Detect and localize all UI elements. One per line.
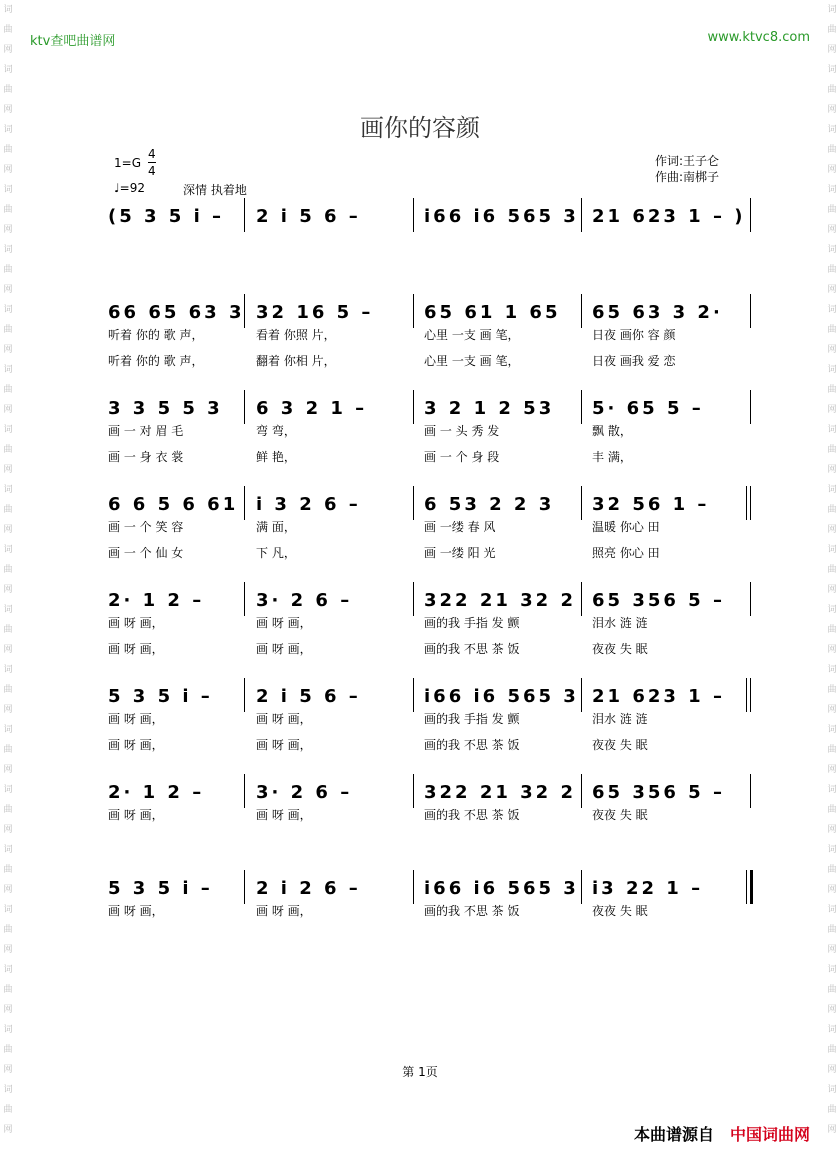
lyric-segment: 飘 散， <box>592 424 632 438</box>
source-credit <box>634 1122 810 1145</box>
measure: 5 3 5 i – <box>108 686 213 707</box>
measure: 65 356 5 – <box>592 782 725 803</box>
lyric-segment: 画 呀 画， <box>256 738 312 752</box>
measure: 6 3 2 1 – <box>256 398 368 419</box>
lyric-segment: 画的我 不思 茶 饭 <box>424 642 520 656</box>
measure: 322 21 32 2 <box>424 590 576 611</box>
lyric-segment: 下 凡， <box>256 546 296 560</box>
measure: 2 i 2 6 – <box>256 878 361 899</box>
bar-line <box>581 390 582 424</box>
measure: 3· 2 6 – <box>256 590 353 611</box>
measure: 32 16 5 – <box>256 302 374 323</box>
bar-line <box>746 678 747 712</box>
measure: i66 i6 565 3 <box>424 206 579 227</box>
side-watermark-right: 词曲网词曲网词曲网词曲网词曲网词曲网词曲网词曲网词曲网词曲网词曲网词曲网词曲网词曲网词曲网词曲网词曲网词曲网词曲网 <box>827 5 837 1135</box>
lyric-segment: 泪水 涟 涟 <box>592 712 648 726</box>
lyric-segment: 画 一缕 春 风 <box>424 520 496 534</box>
bar-line <box>244 486 245 520</box>
lyric-segment: 画 呀 画， <box>108 738 164 752</box>
bar-line <box>581 870 582 904</box>
lyric-segment: 心里 一支 画 笔， <box>424 354 520 368</box>
lyric-segment: 画 呀 画， <box>256 616 312 630</box>
lyric-segment: 听着 你的 歌 声， <box>108 354 204 368</box>
lyric-segment: 画 一 身 衣 裳 <box>108 450 184 464</box>
measure: 65 61 1 65 <box>424 302 561 323</box>
measure: 2· 1 2 – <box>108 590 205 611</box>
measure: 3· 2 6 – <box>256 782 353 803</box>
lyric-segment: 画 呀 画， <box>108 616 164 630</box>
measure: 21 623 1 – <box>592 686 725 707</box>
lyric-segment: 画 一缕 阳 光 <box>424 546 496 560</box>
bar-line <box>244 294 245 328</box>
bar-line <box>244 870 245 904</box>
measure: 2 i 5 6 – <box>256 686 361 707</box>
lyric-segment: 画 一 个 笑 容 <box>108 520 184 534</box>
lyric-segment: 画的我 手指 发 颤 <box>424 712 520 726</box>
bar-line <box>413 390 414 424</box>
bar-line <box>244 678 245 712</box>
site-name[interactable]: ktv查吧曲谱网 <box>30 34 116 49</box>
bar-line <box>750 486 751 520</box>
time-signature <box>148 146 156 179</box>
lyric-segment: 画 一 对 眉 毛 <box>108 424 184 438</box>
lyric-segment: 日夜 画你 容 颜 <box>592 328 676 342</box>
lyric-segment: 画 一 头 秀 发 <box>424 424 500 438</box>
lyric-segment: 鲜 艳， <box>256 450 296 464</box>
lyric-segment: 画的我 不思 茶 饭 <box>424 904 520 918</box>
lyric-segment: 心里 一支 画 笔， <box>424 328 520 342</box>
lyric-segment: 温暖 你心 田 <box>592 520 660 534</box>
measure: i66 i6 565 3 <box>424 686 579 707</box>
lyric-segment: 夜夜 失 眠 <box>592 738 648 752</box>
note-line <box>100 206 760 234</box>
lyric-segment: 看着 你照 片， <box>256 328 336 342</box>
bar-line <box>746 486 747 520</box>
lyric-segment: 丰 满， <box>592 450 632 464</box>
lyric-segment: 夜夜 失 眠 <box>592 904 648 918</box>
key-signature: 1=G <box>114 156 141 170</box>
measure: i 3 2 6 – <box>256 494 361 515</box>
page-number: 第 1页 <box>402 1065 438 1079</box>
measure: 65 63 3 2· <box>592 302 723 323</box>
lyric-segment: 夜夜 失 眠 <box>592 808 648 822</box>
bar-line <box>413 294 414 328</box>
tempo-mark: ♩=92 <box>114 181 145 195</box>
measure: 322 21 32 2 <box>424 782 576 803</box>
measure: 3 3 5 5 3 <box>108 398 223 419</box>
source-label: 本曲谱源自 <box>633 1125 714 1144</box>
lyric-segment: 画 呀 画， <box>108 904 164 918</box>
lyric-segment: 弯 弯， <box>256 424 296 438</box>
lyric-segment: 满 面， <box>256 520 296 534</box>
lyric-segment: 画 一 个 仙 女 <box>108 546 184 560</box>
lyric-segment: 画的我 不思 茶 饭 <box>424 808 520 822</box>
lyric-segment: 画 呀 画， <box>108 712 164 726</box>
time-top: 4 <box>148 147 156 161</box>
bar-line <box>413 582 414 616</box>
lyric-segment: 听着 你的 歌 声， <box>108 328 204 342</box>
measure: 66 65 63 3 <box>108 302 245 323</box>
bar-line <box>413 774 414 808</box>
bar-line <box>746 870 747 904</box>
measure: i3 22 1 – <box>592 878 704 899</box>
lyricist: 作词:王子仑 <box>655 154 720 168</box>
side-watermark-left: 词曲网词曲网词曲网词曲网词曲网词曲网词曲网词曲网词曲网词曲网词曲网词曲网词曲网词曲网词曲网词曲网词曲网词曲网词曲网 <box>3 5 13 1135</box>
measure: 6 53 2 2 3 <box>424 494 555 515</box>
lyric-segment: 画 呀 画， <box>256 808 312 822</box>
measure: i66 i6 565 3 <box>424 878 579 899</box>
measure: 5 3 5 i – <box>108 878 213 899</box>
lyric-segment: 夜夜 失 眠 <box>592 642 648 656</box>
bar-line <box>750 198 751 232</box>
bar-line <box>413 486 414 520</box>
time-bottom: 4 <box>148 164 156 178</box>
bar-line <box>581 294 582 328</box>
bar-line <box>581 198 582 232</box>
credits <box>655 153 719 185</box>
measure: 3 2 1 2 53 <box>424 398 555 419</box>
expression-mark: 深情 执着地 <box>183 183 247 197</box>
bar-line <box>244 390 245 424</box>
site-url[interactable]: www.ktvc8.com <box>707 30 810 45</box>
bar-line <box>581 582 582 616</box>
source-site[interactable]: 中国词曲网 <box>729 1125 810 1144</box>
measure: 2· 1 2 – <box>108 782 205 803</box>
bar-line <box>750 678 751 712</box>
bar-line <box>581 486 582 520</box>
bar-line <box>413 678 414 712</box>
lyric-segment: 画的我 手指 发 颤 <box>424 616 520 630</box>
lyric-segment: 画 呀 画， <box>256 904 312 918</box>
bar-line <box>581 774 582 808</box>
bar-line <box>413 870 414 904</box>
bar-line <box>750 294 751 328</box>
bar-line <box>244 198 245 232</box>
composer: 作曲:南梆子 <box>655 170 720 184</box>
bar-line <box>750 582 751 616</box>
song-title: 画你的容颜 <box>360 114 480 142</box>
measure: (5 3 5 i – <box>108 206 225 227</box>
lyric-segment: 画 呀 画， <box>108 642 164 656</box>
measure: 21 623 1 – ) <box>592 206 746 227</box>
bar-line <box>750 390 751 424</box>
lyric-segment: 画的我 不思 茶 饭 <box>424 738 520 752</box>
lyric-segment: 日夜 画我 爱 恋 <box>592 354 676 368</box>
measure: 5· 65 5 – <box>592 398 704 419</box>
lyric-segment: 画 呀 画， <box>256 712 312 726</box>
measure: 2 i 5 6 – <box>256 206 361 227</box>
lyric-segment: 画 一 个 身 段 <box>424 450 500 464</box>
measure: 6 6 5 6 61 <box>108 494 239 515</box>
bar-line <box>413 198 414 232</box>
lyric-segment: 泪水 涟 涟 <box>592 616 648 630</box>
bar-line <box>244 774 245 808</box>
measure: 32 56 1 – <box>592 494 710 515</box>
bar-line <box>244 582 245 616</box>
bar-line <box>750 774 751 808</box>
measure: 65 356 5 – <box>592 590 725 611</box>
bar-line <box>750 870 753 904</box>
lyric-segment: 画 呀 画， <box>256 642 312 656</box>
lyric-segment: 画 呀 画， <box>108 808 164 822</box>
bar-line <box>581 678 582 712</box>
lyric-segment: 照亮 你心 田 <box>592 546 660 560</box>
lyric-segment: 翻着 你相 片， <box>256 354 336 368</box>
